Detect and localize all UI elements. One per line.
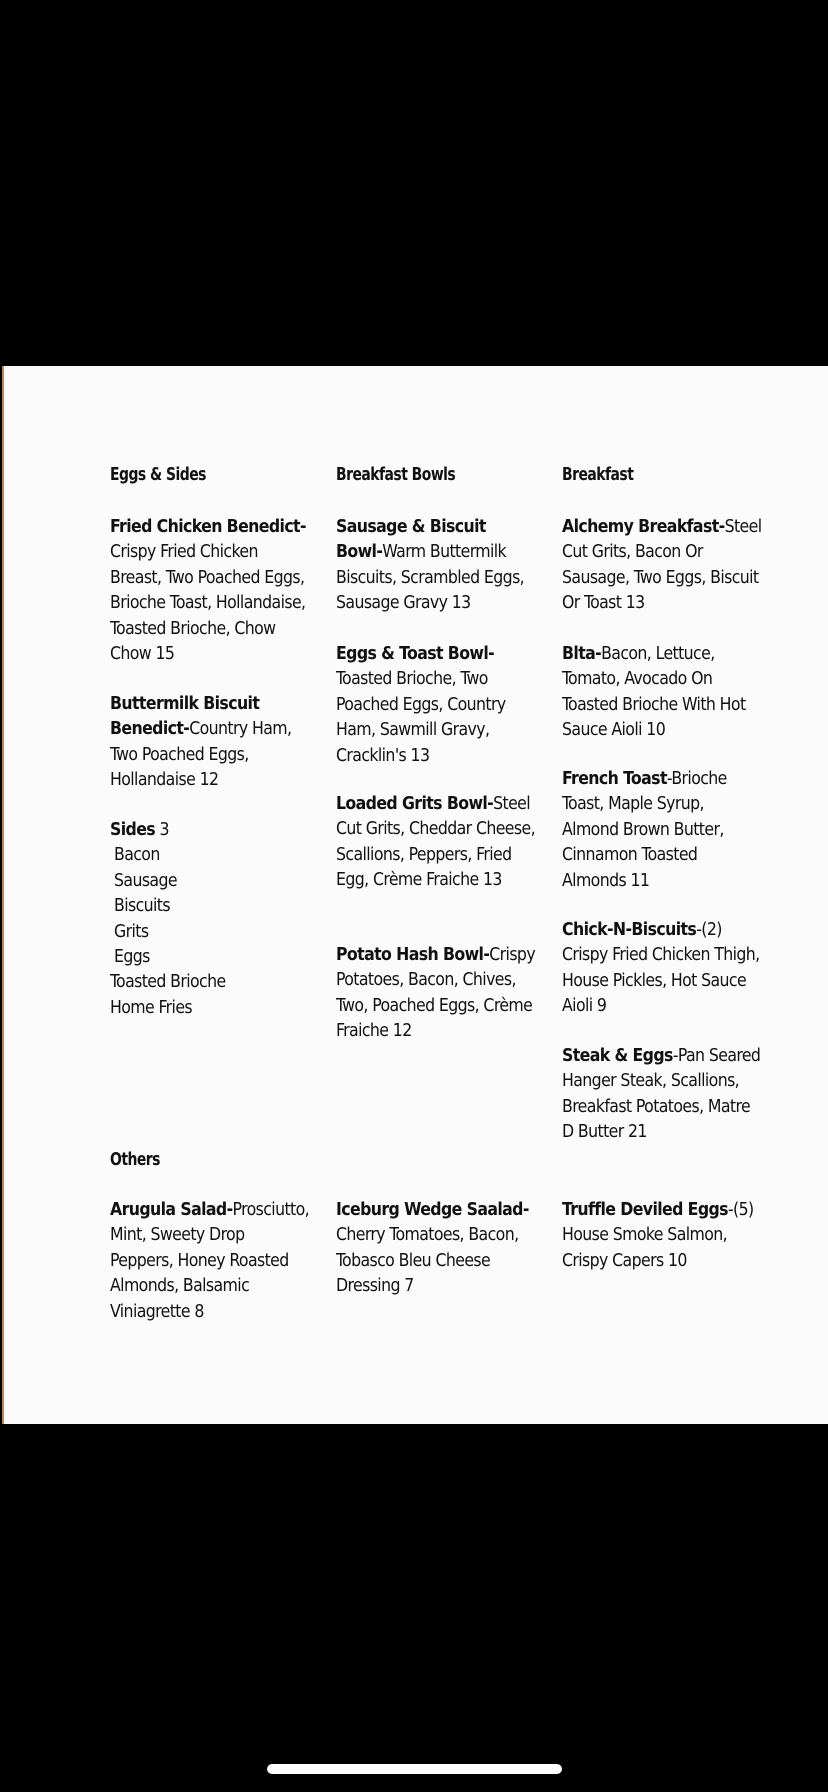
heading-breakfast: Breakfast (562, 464, 634, 485)
menu-page (2, 366, 828, 1424)
menu-item-potato-hash-bowl: Potato Hash Bowl-Crispy Potatoes, Bacon, Chives, Two, Poached Eggs, Crème Fraiche 12 (336, 945, 536, 1042)
menu-item-loaded-grits-bowl: Loaded Grits Bowl-Steel Cut Grits, Cheddar Cheese, Scallions, Peppers, Fried Egg, Crème Fraiche 13 (336, 794, 535, 891)
menu-item-steak-eggs: Steak & Eggs-Pan Seared Hanger Steak, Scallions, Breakfast Potatoes, Matre D Butter 21 (562, 1046, 761, 1143)
side-item: Toasted Brioche (110, 972, 226, 993)
heading-eggs-sides: Eggs & Sides (110, 464, 206, 485)
menu-item-blta: Blta-Bacon, Lettuce, Tomato, Avocado On Toasted Brioche With Hot Sauce Aioli 10 (562, 644, 746, 741)
menu-item-iceburg-wedge-salad: Iceburg Wedge Saalad-Cherry Tomatoes, Bacon, Tobasco Bleu Cheese Dressing 7 (336, 1200, 529, 1297)
sides-list: Sides 3 Bacon Sausage Biscuits Grits Eggs Toasted Brioche Home Fries (110, 818, 310, 1021)
menu-item-sausage-biscuit-bowl: Sausage & Biscuit Bowl-Warm Buttermilk Biscuits, Scrambled Eggs, Sausage Gravy 13 (336, 517, 525, 614)
side-item: Eggs (114, 947, 150, 968)
menu-item-eggs-toast-bowl: Eggs & Toast Bowl-Toasted Brioche, Two Poached Eggs, Country Ham, Sawmill Gravy, Cracklin's 13 (336, 644, 506, 766)
menu-item-fried-chicken-benedict: Fried Chicken Benedict-Crispy Fried Chicken Breast, Two Poached Eggs, Brioche Toast, Hollandaise, Toasted Brioche, Chow Chow 15 (110, 517, 306, 665)
side-item: Sausage (114, 870, 177, 891)
heading-others: Others (110, 1149, 160, 1170)
menu-item-truffle-deviled-eggs: Truffle Deviled Eggs-(5) House Smoke Salmon, Crispy Capers 10 (562, 1200, 754, 1271)
menu-item-french-toast: French Toast-Brioche Toast, Maple Syrup, Almond Brown Butter, Cinnamon Toasted Almonds 11 (562, 769, 727, 891)
side-item: Grits (114, 921, 149, 942)
menu-item-chick-n-biscuits: Chick-N-Biscuits-(2) Crispy Fried Chicken Thigh, House Pickles, Hot Sauce Aioli 9 (562, 920, 760, 1017)
home-indicator[interactable] (267, 1764, 562, 1774)
side-item: Bacon (114, 845, 160, 866)
menu-item-alchemy-breakfast: Alchemy Breakfast-Steel Cut Grits, Bacon Or Sausage, Two Eggs, Biscuit Or Toast 13 (562, 517, 762, 614)
heading-breakfast-bowls: Breakfast Bowls (336, 464, 456, 485)
side-item: Biscuits (114, 896, 170, 917)
menu-item-buttermilk-biscuit-benedict: Buttermilk Biscuit Benedict-Country Ham, Two Poached Eggs, Hollandaise 12 (110, 694, 292, 791)
menu-item-arugula-salad: Arugula Salad-Prosciutto, Mint, Sweety Drop Peppers, Honey Roasted Almonds, Balsamic Viniagrette 8 (110, 1200, 310, 1322)
side-item: Home Fries (110, 997, 193, 1018)
